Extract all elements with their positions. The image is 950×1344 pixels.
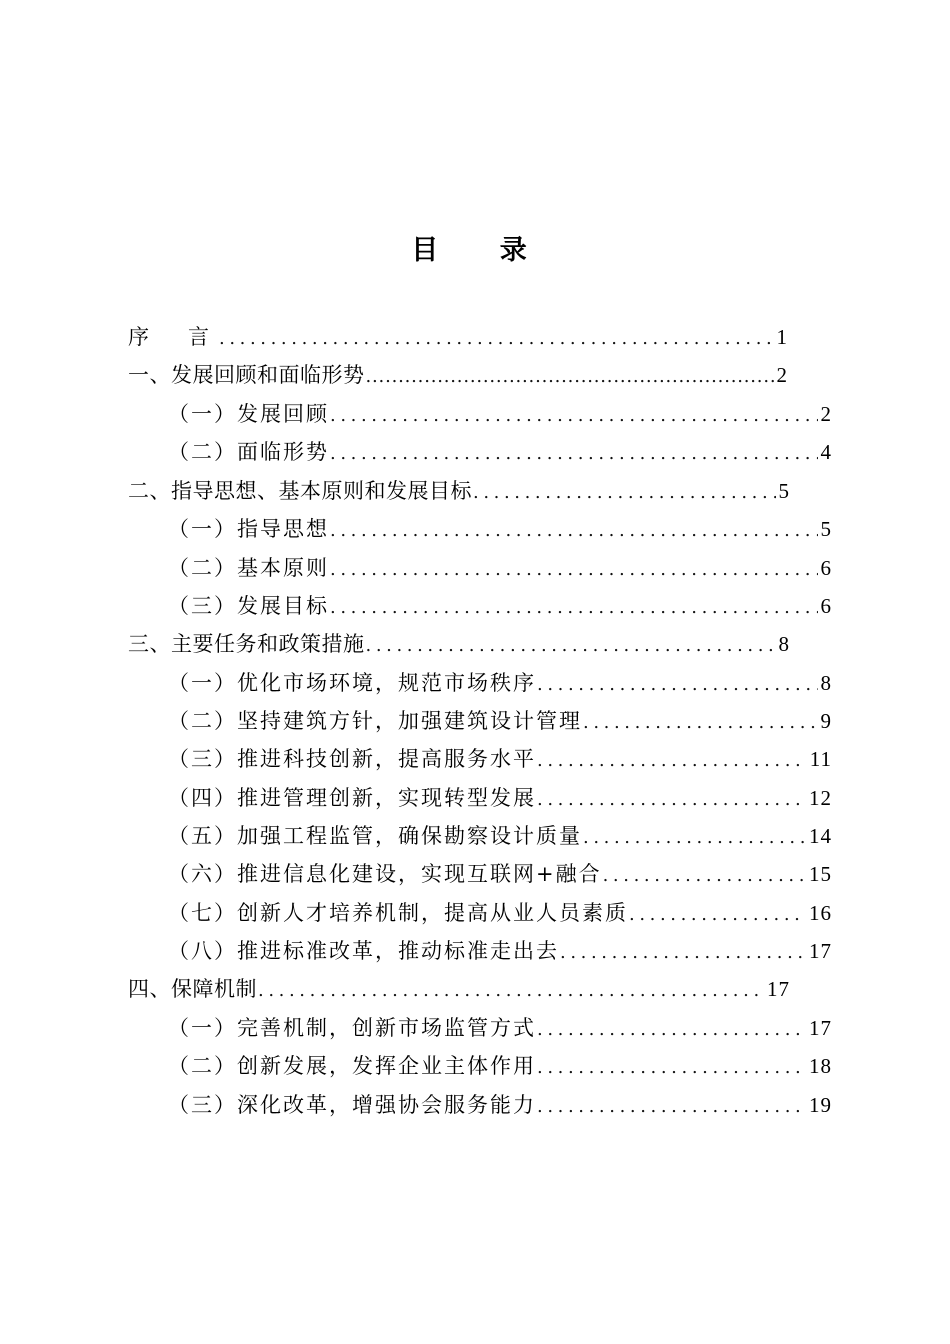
toc-entry-label: （一）完善机制，创新市场监管方式	[168, 1016, 536, 1040]
toc-entry-page: 14	[809, 824, 832, 848]
toc-entry-label: 一、发展回顾和面临形势	[128, 363, 365, 387]
toc-entry-label: （二）创新发展，发挥企业主体作用	[168, 1054, 536, 1078]
toc-leader-dots	[473, 480, 776, 506]
toc-entry-page: 4	[820, 440, 832, 464]
toc-entry[interactable]	[128, 974, 790, 1004]
toc-entry[interactable]	[168, 553, 832, 583]
toc-entry-label: （二）面临形势	[168, 440, 329, 464]
toc-entry[interactable]	[168, 859, 832, 889]
toc-entry-page: 16	[809, 901, 832, 925]
toc-entry-label: （一）指导思想	[168, 517, 329, 541]
toc-entry-label: （一）优化市场环境，规范市场秩序	[168, 671, 536, 695]
toc-entry-page: 9	[820, 709, 832, 733]
toc-entry-label: （三）推进科技创新，提高服务水平	[168, 747, 536, 771]
toc-leader-dots	[366, 633, 776, 659]
toc-leader-dots	[219, 326, 774, 352]
toc-entry-page: 8	[778, 632, 790, 656]
toc-entry[interactable]	[168, 744, 832, 774]
toc-entry[interactable]	[168, 821, 832, 851]
toc-entry-label: （二）基本原则	[168, 556, 329, 580]
toc-leader-dots	[366, 364, 774, 390]
toc-entry-page: 15	[809, 862, 832, 886]
toc-entry[interactable]	[168, 783, 832, 813]
toc-entry[interactable]	[168, 898, 832, 928]
toc-entry[interactable]	[128, 322, 788, 352]
toc-entry[interactable]	[128, 629, 790, 659]
toc-entry-label: （二）坚持建筑方针，加强建筑设计管理	[168, 709, 582, 733]
toc-entry[interactable]	[168, 1090, 832, 1120]
toc-entry-label: 三、主要任务和政策措施	[128, 632, 365, 656]
toc-entry-page: 5	[778, 479, 790, 503]
toc-leader-dots	[537, 748, 807, 774]
toc-entry[interactable]	[168, 706, 832, 736]
toc-leader-dots	[583, 710, 818, 736]
toc-entry-page: 6	[820, 594, 832, 618]
toc-leader-dots	[537, 672, 818, 698]
toc-entry-page: 12	[809, 786, 832, 810]
toc-entry-label: 序 言	[128, 325, 218, 349]
toc-leader-dots	[330, 518, 818, 544]
toc-entry-page: 19	[809, 1093, 832, 1117]
toc-entry[interactable]	[168, 1013, 832, 1043]
toc-leader-dots	[330, 557, 818, 583]
toc-entry-label: （六）推进信息化建设，实现互联网+融合	[168, 862, 602, 886]
toc-entry[interactable]	[168, 399, 832, 429]
toc-entry[interactable]	[168, 1051, 832, 1081]
toc-entry-page: 18	[809, 1054, 832, 1078]
toc-leader-dots	[560, 940, 806, 966]
toc-leader-dots	[330, 441, 818, 467]
toc-entry-page: 8	[820, 671, 832, 695]
toc-leader-dots	[583, 825, 806, 851]
toc-entry-page: 2	[820, 402, 832, 426]
toc-leader-dots	[537, 1017, 806, 1043]
toc-entry[interactable]	[168, 591, 832, 621]
toc-entry-label: （五）加强工程监管，确保勘察设计质量	[168, 824, 582, 848]
toc-leader-dots	[537, 1094, 806, 1120]
toc-entry[interactable]	[168, 437, 832, 467]
toc-leader-dots	[537, 1055, 806, 1081]
toc-entry-label: （七）创新人才培养机制，提高从业人员素质	[168, 901, 628, 925]
toc-entry[interactable]	[168, 936, 832, 966]
toc-entry-page: 1	[776, 325, 788, 349]
toc-entry[interactable]	[128, 360, 788, 390]
toc-entry[interactable]	[168, 514, 832, 544]
toc-entry[interactable]	[168, 668, 832, 698]
toc-entry-label: （四）推进管理创新，实现转型发展	[168, 786, 536, 810]
toc-entry-page: 17	[809, 939, 832, 963]
toc-entry-page: 5	[820, 517, 832, 541]
toc-leader-dots	[629, 902, 806, 928]
toc-entry-label: （三）发展目标	[168, 594, 329, 618]
toc-entry-page: 11	[809, 747, 832, 771]
toc-leader-dots	[537, 787, 806, 813]
toc-entry[interactable]	[128, 476, 790, 506]
toc-entry-page: 2	[776, 363, 788, 387]
toc-leader-dots	[330, 595, 818, 621]
toc-entry-page: 17	[809, 1016, 832, 1040]
toc-entry-label: （八）推进标准改革，推动标准走出去	[168, 939, 559, 963]
toc-leader-dots	[603, 863, 806, 889]
toc-entry-page: 17	[767, 977, 790, 1001]
toc-entry-label: （一）发展回顾	[168, 402, 329, 426]
toc-entry-label: （三）深化改革，增强协会服务能力	[168, 1093, 536, 1117]
toc-entry-label: 四、保障机制	[128, 977, 257, 1001]
toc-entry-page: 6	[820, 556, 832, 580]
toc-leader-dots	[258, 978, 764, 1004]
toc-title: 目 录	[411, 235, 553, 266]
toc-leader-dots	[330, 403, 818, 429]
toc-entry-label: 二、指导思想、基本原则和发展目标	[128, 479, 472, 503]
